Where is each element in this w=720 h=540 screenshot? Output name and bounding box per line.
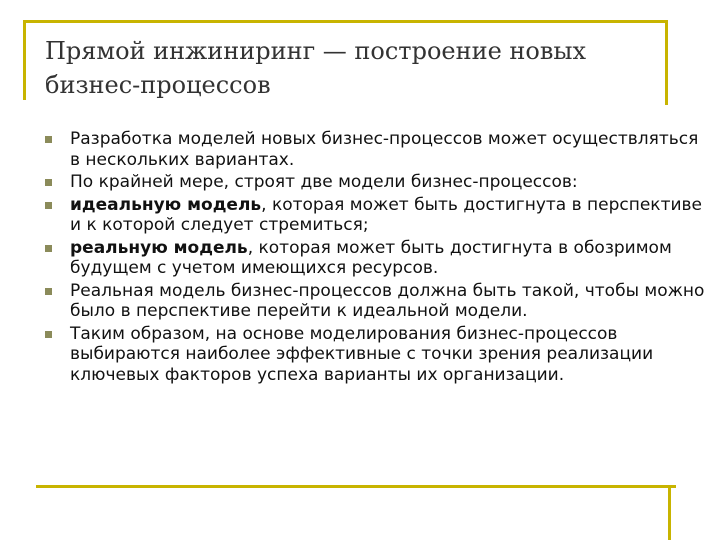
square-bullet-icon [45,136,52,143]
square-bullet-icon [45,245,52,252]
bullet-bold: идеальную модель [70,194,262,215]
frame-line-left [23,20,26,100]
bullet-text: , которая может быть достигнута в перспективе и к которой следует стремиться; [70,194,703,235]
bullet-item [45,195,705,236]
bullet-item [45,172,705,193]
square-bullet-icon [45,288,52,295]
frame-line-right [665,20,668,105]
bullet-item [45,238,705,279]
bullet-item [45,324,705,386]
bullet-item [45,281,705,322]
frame-line-top [23,20,668,23]
bullet-text: По крайней мере, строят две модели бизнес-процессов: [70,172,578,192]
frame-line-bottom-stub [668,485,671,540]
bullet-bold: реальную модель [70,237,248,258]
bullet-text: Реальная модель бизнес-процессов должна быть такой, чтобы можно было в перспективе перейти к идеальной модели. [70,280,705,321]
bullet-text: Таким образом, на основе моделирования бизнес-процессов выбираются наиболее эффективные с точки зрения реализации ключевых факторов успеха варианты их организации. [70,323,654,385]
square-bullet-icon [45,202,52,209]
bullet-text: , которая может быть достигнута в обозримом будущем с учетом имеющихся ресурсов. [70,237,672,278]
frame-line-bottom [36,485,676,488]
bullet-item [45,129,705,170]
slide-title: Прямой инжиниринг — построение новых бизнес-процессов [45,37,587,99]
bullet-list [45,129,705,387]
bullet-text: Разработка моделей новых бизнес-процессов может осуществляться в нескольких вариантах. [70,129,699,170]
square-bullet-icon [45,179,52,186]
square-bullet-icon [45,331,52,338]
